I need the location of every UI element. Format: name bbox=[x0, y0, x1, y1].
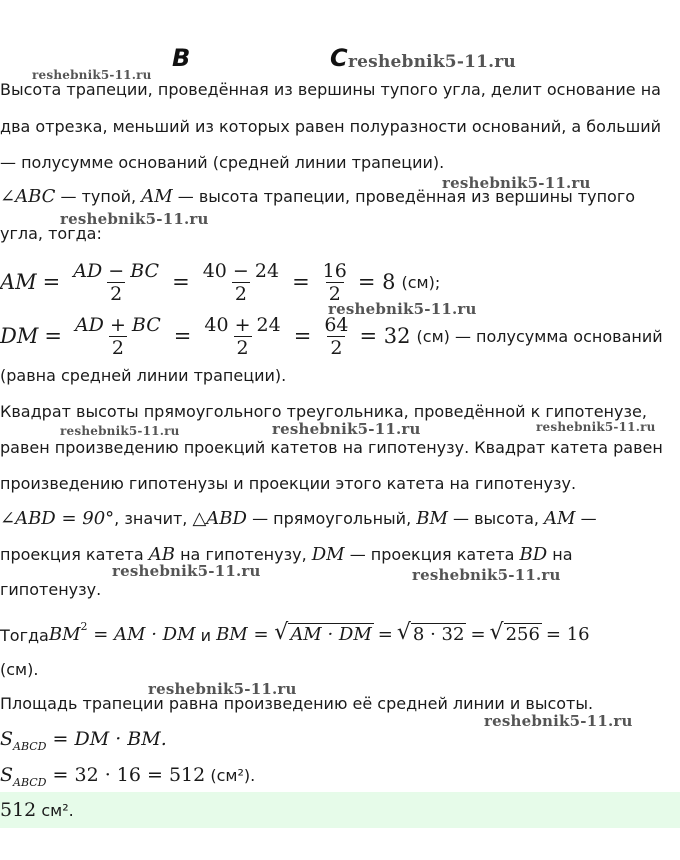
text-line: равен произведению проекций катетов на гипотенузу. Квадрат катета равен bbox=[0, 438, 663, 457]
unit-text: (см); bbox=[401, 272, 441, 292]
math-lhs: AM bbox=[0, 270, 37, 294]
math-result: = 32 bbox=[359, 324, 411, 348]
math-s: S bbox=[0, 728, 14, 750]
math-s: S bbox=[0, 764, 14, 786]
watermark: reshebnik5-11.ru bbox=[148, 680, 297, 698]
fraction: $\frac{40 + 24}{2}$ bbox=[204, 313, 281, 359]
unit-text: (см²). bbox=[205, 766, 256, 785]
watermark: reshebnik5-11.ru bbox=[60, 210, 209, 228]
text: , значит, bbox=[114, 509, 193, 528]
text: Тогда bbox=[0, 626, 49, 645]
text-line bbox=[0, 186, 635, 207]
text: — проекция катета bbox=[344, 545, 520, 564]
text: на гипотенузу, bbox=[175, 545, 312, 564]
text-line: два отрезка, меньший из которых равен полуразности оснований, а больший bbox=[0, 117, 662, 136]
sqrt: √ AM · DM bbox=[274, 620, 372, 645]
math-eq: = AM · DM bbox=[87, 624, 196, 645]
text-line bbox=[0, 508, 597, 529]
sqrt: √ 256 bbox=[489, 620, 540, 645]
math-bd: BD bbox=[519, 544, 548, 565]
math-formula: = DM · BM. bbox=[46, 728, 167, 750]
text: — прямоугольный, bbox=[246, 509, 417, 528]
answer-value: 512 bbox=[0, 799, 37, 821]
text: — высота, bbox=[447, 509, 545, 528]
watermark: reshebnik5-11.ru bbox=[484, 712, 633, 730]
equation-dm: DM = $\frac{AD + BC}{2}$ = $\frac{40 + 24}{2}$ = $\frac{64}{2}$ = 32 (см) — полусумма оснований bbox=[0, 313, 663, 359]
text: проекция катета bbox=[0, 545, 149, 564]
math-result: = 8 bbox=[357, 270, 396, 294]
text-line: (равна средней линии трапеции). bbox=[0, 366, 287, 385]
text-line: Квадрат высоты прямоугольного треугольника, проведённой к гипотенузе, bbox=[0, 402, 647, 421]
math-ab: AB bbox=[148, 544, 175, 565]
watermark: reshebnik5-11.ru bbox=[328, 300, 477, 318]
fraction: $\frac{40 - 24}{2}$ bbox=[202, 259, 280, 305]
text: и bbox=[195, 626, 217, 645]
text-line: (см). bbox=[0, 660, 39, 679]
math-formula: = 32 · 16 = 512 bbox=[46, 764, 206, 786]
answer-unit: см². bbox=[36, 801, 74, 820]
text-line: Высота трапеции, проведённая из вершины тупого угла, делит основание на bbox=[0, 80, 661, 99]
text: на bbox=[547, 545, 573, 564]
unit-text: (см) — полусумма оснований bbox=[416, 326, 663, 346]
text-line bbox=[0, 544, 573, 565]
watermark: reshebnik5-11.ru bbox=[32, 68, 152, 82]
math-eq: = bbox=[247, 624, 275, 645]
formula-area-value bbox=[0, 764, 255, 789]
watermark: reshebnik5-11.ru bbox=[348, 52, 516, 72]
fraction: $\frac{AD - BC}{2}$ bbox=[73, 259, 160, 305]
watermark: reshebnik5-11.ru bbox=[112, 562, 261, 580]
equation-am: AM = $\frac{AD - BC}{2}$ = $\frac{40 - 24}{2}$ = $\frac{16}{2}$ = 8 (см); bbox=[0, 259, 441, 305]
math-lhs: DM bbox=[0, 324, 39, 348]
formula-area bbox=[0, 728, 167, 753]
text: — тупой, bbox=[55, 187, 142, 206]
text-line: произведению гипотенузы и проекции этого катета на гипотенузу. bbox=[0, 474, 577, 493]
math-bm: BM bbox=[416, 508, 448, 529]
math-am: AM bbox=[141, 186, 173, 207]
math-dm: DM bbox=[311, 544, 345, 565]
text-line: Тогда BM $^2$ = AM · DM и BM = √ AM · DM = √ 8 · 32 = √ 256 = 16 bbox=[0, 620, 590, 645]
watermark: reshebnik5-11.ru bbox=[442, 174, 591, 192]
math-subscript: ABCD bbox=[13, 775, 47, 789]
watermark: reshebnik5-11.ru bbox=[272, 420, 421, 438]
watermark: reshebnik5-11.ru bbox=[412, 566, 561, 584]
watermark: reshebnik5-11.ru bbox=[60, 424, 180, 438]
text: — bbox=[575, 509, 597, 528]
text-line: Площадь трапеции равна произведению её средней линии и высоты. bbox=[0, 694, 594, 713]
variant-letter-c: C bbox=[330, 44, 348, 72]
math-angle-abc: ∠ABC bbox=[0, 186, 56, 207]
math-triangle: △ABD bbox=[192, 508, 247, 529]
text-line: — полусумме оснований (средней линии трапеции). bbox=[0, 153, 445, 172]
math-subscript: ABCD bbox=[13, 739, 47, 753]
math-bm: BM bbox=[216, 624, 248, 645]
text: — высота трапеции, проведённая из вершины тупого bbox=[172, 187, 636, 206]
watermark: reshebnik5-11.ru bbox=[536, 420, 656, 434]
math-am: AM bbox=[544, 508, 576, 529]
text-line: гипотенузу. bbox=[0, 580, 102, 599]
answer-box bbox=[0, 792, 680, 828]
math-exponent: 2 bbox=[80, 620, 88, 633]
math-result: = 16 bbox=[545, 624, 590, 645]
variant-letter-b: B bbox=[172, 44, 191, 72]
fraction: $\frac{16}{2}$ bbox=[322, 259, 347, 305]
math-bm: BM bbox=[48, 624, 81, 645]
sqrt: √ 8 · 32 bbox=[396, 620, 465, 645]
math-angle-abd: ∠ABD = 90° bbox=[0, 508, 115, 529]
text-line: угла, тогда: bbox=[0, 224, 102, 243]
fraction: $\frac{AD + BC}{2}$ bbox=[74, 313, 161, 359]
fraction: $\frac{64}{2}$ bbox=[324, 313, 349, 359]
